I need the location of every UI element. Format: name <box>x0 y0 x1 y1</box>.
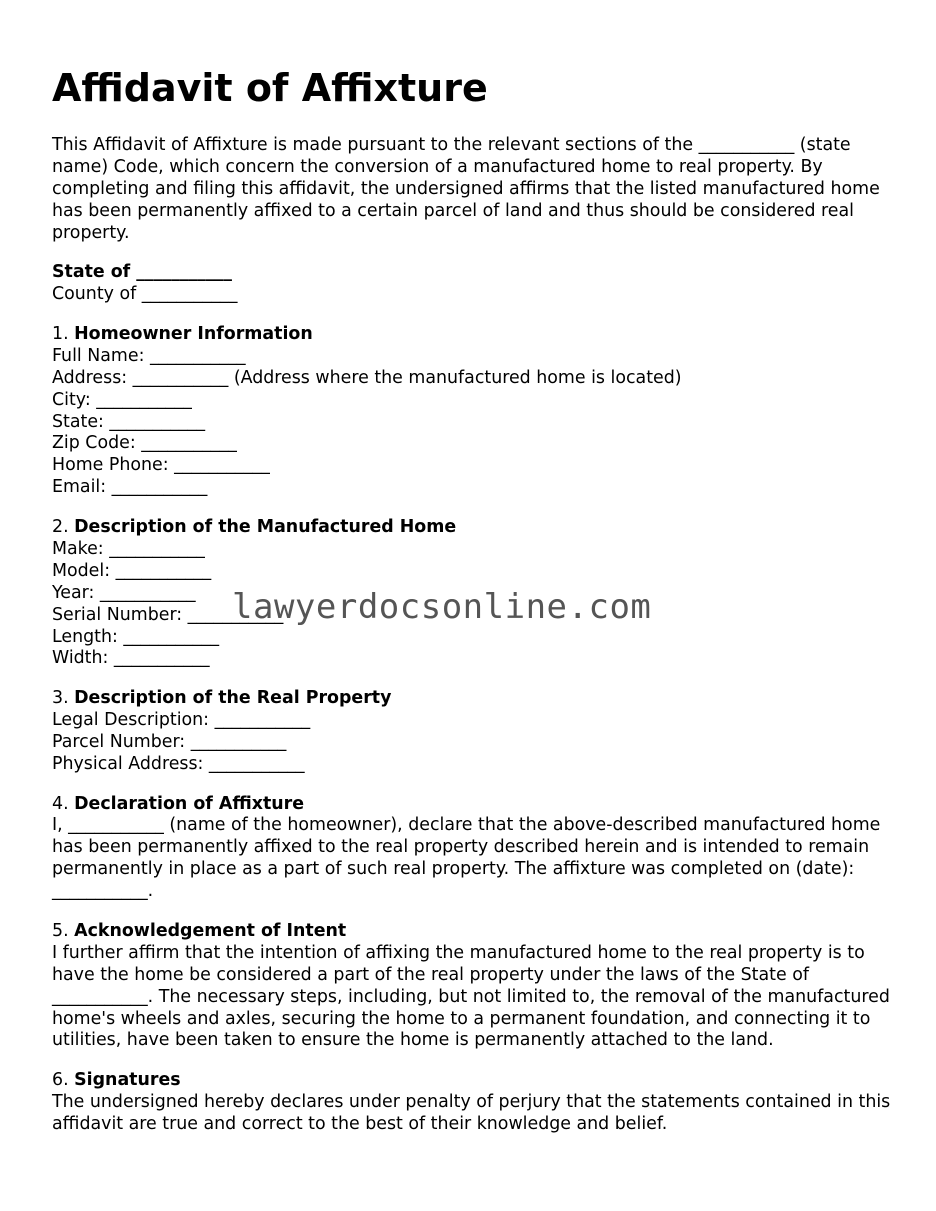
field-model: Model: ___________ <box>52 560 212 581</box>
document-title: Affidavit of Affixture <box>52 66 488 110</box>
section-number: 3. <box>52 688 69 709</box>
section-number: 4. <box>52 793 69 814</box>
field-width: Width: ___________ <box>52 648 210 669</box>
field-parcel-number: Parcel Number: ___________ <box>52 731 287 752</box>
field-zip-code: Zip Code: ___________ <box>52 433 237 454</box>
section-text: I, ___________ (name of the homeowner), declare that the above-described manufactured home has been permanently affixed to the real property described herein and is intended to remain permanently in place as a part of such real property. The affixture was completed on (date): ___________. <box>52 815 881 902</box>
field-make: Make: ___________ <box>52 538 205 559</box>
section-number: 6. <box>52 1070 69 1091</box>
section-signatures <box>52 1070 902 1136</box>
section-real-property <box>52 688 902 776</box>
section-title: Acknowledgement of Intent <box>74 920 347 941</box>
section-title: Description of the Real Property <box>74 688 392 709</box>
field-full-name: Full Name: ___________ <box>52 345 246 366</box>
field-length: Length: ___________ <box>52 626 220 647</box>
venue-state: State of ___________ <box>52 262 232 283</box>
venue-county: County of ___________ <box>52 284 238 305</box>
watermark: lawyerdocsonline.com <box>232 587 652 627</box>
section-declaration-of-affixture <box>52 794 902 904</box>
section-acknowledgement-of-intent <box>52 921 902 1052</box>
field-year: Year: ___________ <box>52 582 196 603</box>
section-title: Declaration of Affixture <box>74 793 305 814</box>
section-text: I further affirm that the intention of affixing the manufactured home to the real property is to have the home be considered a part of the real property under the laws of the State of ___________. The necessary steps, including, but not limited to, the removal of the manufactured home's wheels and axles, securing the home to a permanent foundation, and connecting it to utilities, have been taken to ensure the home is permanently attached to the land. <box>52 942 890 1051</box>
section-number: 2. <box>52 516 69 537</box>
section-heading <box>52 1070 902 1092</box>
venue-block <box>52 262 902 306</box>
section-heading <box>52 324 902 346</box>
section-heading <box>52 688 902 710</box>
field-home-phone: Home Phone: ___________ <box>52 455 270 476</box>
field-serial-number: Serial Number: ___________ <box>52 604 284 625</box>
field-legal-description: Legal Description: ___________ <box>52 710 311 731</box>
section-number: 1. <box>52 323 69 344</box>
section-heading <box>52 921 902 943</box>
section-number: 5. <box>52 920 69 941</box>
section-homeowner-information <box>52 324 902 499</box>
section-title: Description of the Manufactured Home <box>74 516 457 537</box>
field-address: Address: ___________ (Address where the manufactured home is located) <box>52 367 682 388</box>
intro-paragraph: This Affidavit of Affixture is made pursuant to the relevant sections of the ___________ (state name) Code, which concern the conversion of a manufactured home to real property. By completing and filing this affidavit, the undersigned affirms that the listed manufactured home has been permanently affixed to a certain parcel of land and thus should be considered real property. <box>52 135 880 243</box>
section-heading <box>52 794 902 816</box>
section-title: Signatures <box>74 1070 181 1091</box>
section-heading <box>52 517 902 539</box>
field-email: Email: ___________ <box>52 477 208 498</box>
field-state: State: ___________ <box>52 411 206 432</box>
document-body <box>52 135 902 1154</box>
field-physical-address: Physical Address: ___________ <box>52 753 305 774</box>
field-city: City: ___________ <box>52 389 192 410</box>
section-text: The undersigned hereby declares under penalty of perjury that the statements contained in this affidavit are true and correct to the best of their knowledge and belief. <box>52 1092 891 1134</box>
section-title: Homeowner Information <box>74 323 313 344</box>
